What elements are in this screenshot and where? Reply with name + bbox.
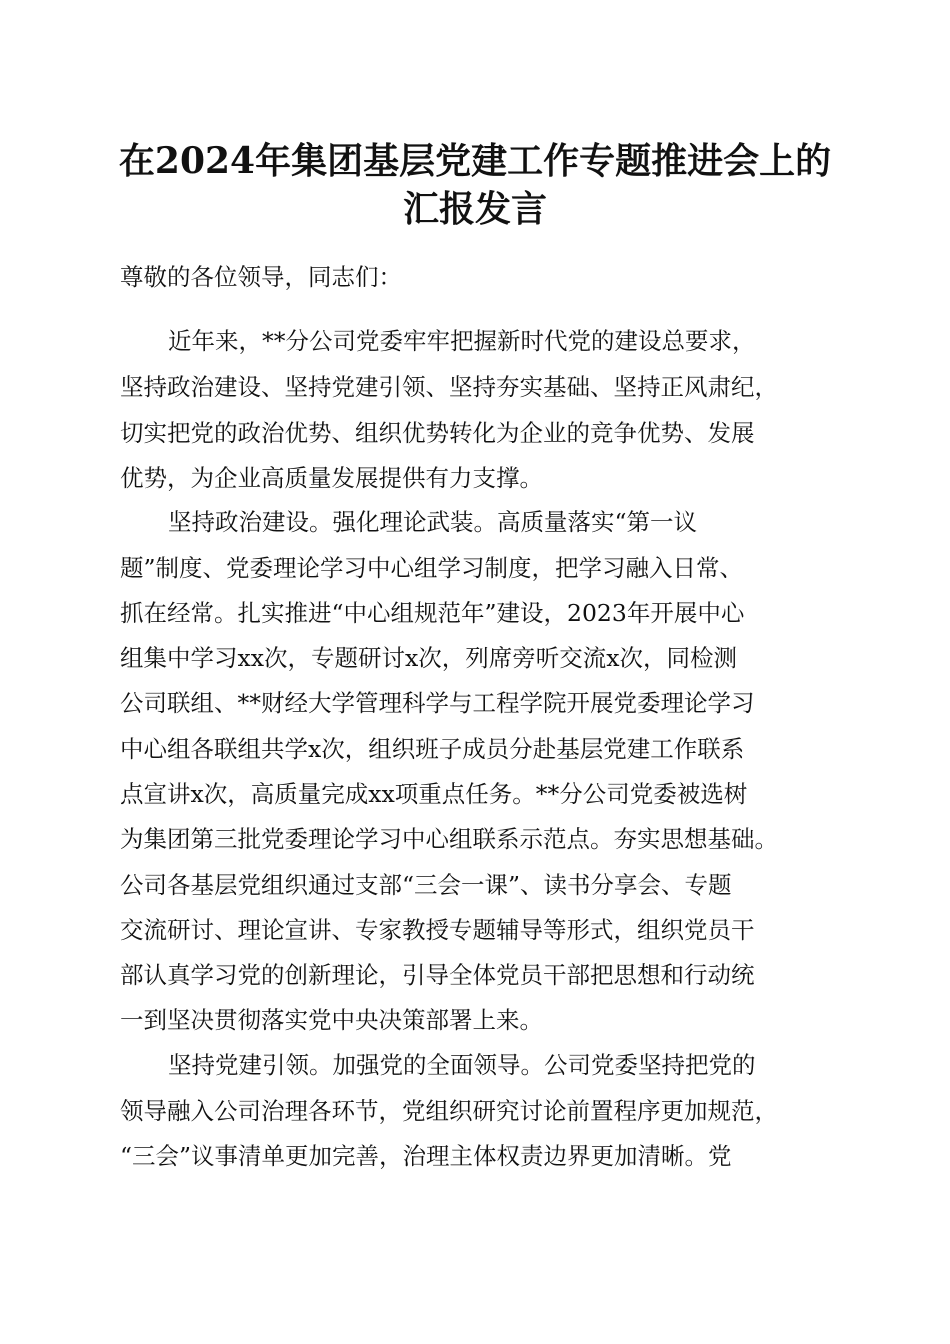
paragraph-line: 为集团第三批党委理论学习中心组联系示范点。夯实思想基础。 xyxy=(120,825,778,853)
document-title-line-1: 在2024年集团基层党建工作专题推进会上的 xyxy=(118,140,832,182)
paragraph-line: 一到坚决贯彻落实党中央决策部署上来。 xyxy=(120,1006,543,1034)
paragraph-line: 坚持党建引领。加强党的全面领导。公司党委坚持把党的 xyxy=(168,1051,756,1079)
paragraph-line: 切实把党的政治优势、组织优势转化为企业的竞争优势、发展 xyxy=(120,419,755,447)
paragraph-line: “三会”议事清单更加完善，治理主体权责边界更加清晰。党 xyxy=(120,1142,732,1170)
paragraph-line: 中心组各联组共学x次，组织班子成员分赴基层党建工作联系 xyxy=(120,735,745,763)
paragraph-line: 部认真学习党的创新理论，引导全体党员干部把思想和行动统 xyxy=(120,961,755,989)
paragraph-line: 公司联组、**财经大学管理科学与工程学院开展党委理论学习 xyxy=(120,689,755,717)
paragraph-line: 优势，为企业高质量发展提供有力支撑。 xyxy=(120,464,543,492)
paragraph-line: 领导融入公司治理各环节，党组织研究讨论前置程序更加规范， xyxy=(120,1097,778,1125)
salutation: 尊敬的各位领导，同志们： xyxy=(120,263,402,291)
paragraph-line: 抓在经常。扎实推进“中心组规范年”建设，2023年开展中心 xyxy=(120,599,745,627)
paragraph-line: 交流研讨、理论宣讲、专家教授专题辅导等形式，组织党员干 xyxy=(120,916,755,944)
paragraph-line: 坚持政治建设。强化理论武装。高质量落实“第一议 xyxy=(168,508,698,536)
document-title-line-2: 汇报发言 xyxy=(402,188,547,230)
paragraph-line: 组集中学习xx次，专题研讨x次，列席旁听交流x次，同检测 xyxy=(120,644,738,672)
paragraph-line: 点宣讲x次，高质量完成xx项重点任务。**分公司党委被选树 xyxy=(120,780,748,808)
paragraph-line: 坚持政治建设、坚持党建引领、坚持夯实基础、坚持正风肃纪， xyxy=(120,373,778,401)
paragraph-line: 公司各基层党组织通过支部“三会一课”、读书分享会、专题 xyxy=(120,871,732,899)
paragraph-line: 题”制度、党委理论学习中心组学习制度，把学习融入日常、 xyxy=(120,554,744,582)
paragraph-line: 近年来，**分公司党委牢牢把握新时代党的建设总要求， xyxy=(168,327,756,355)
